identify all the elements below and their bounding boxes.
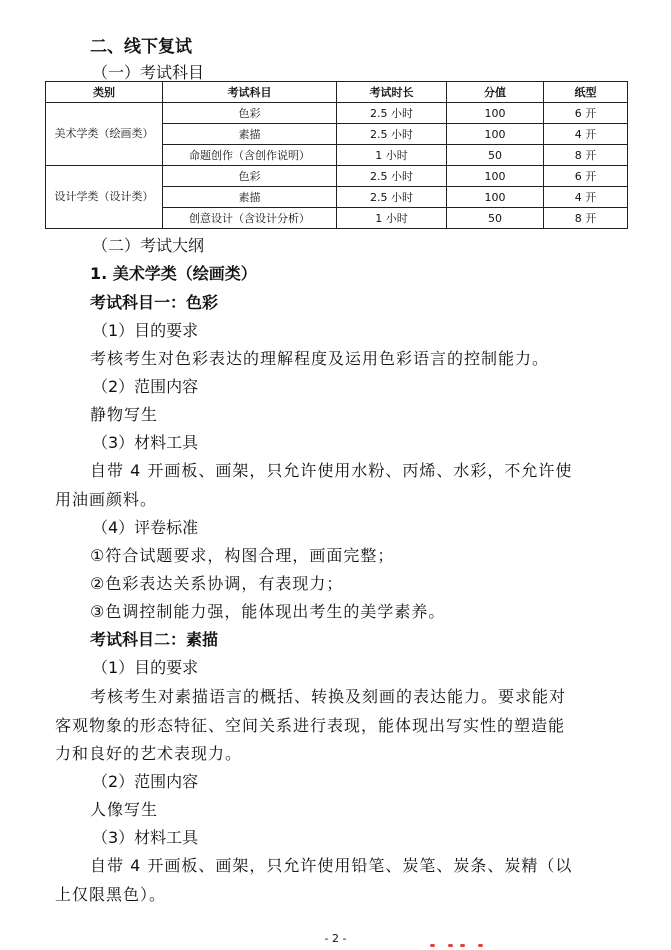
subject2-scope-heading: （2）范围内容 — [92, 772, 199, 791]
paper-cell: 4 开 — [544, 124, 628, 145]
subject1-req-text: 考核考生对色彩表达的理解程度及运用色彩语言的控制能力。 — [90, 349, 550, 368]
outline-heading: （二）考试大纲 — [92, 236, 205, 255]
subject-cell: 色彩 — [163, 166, 337, 187]
subject2-tools-line1: 自带 4 开画板、画架，只允许使用铅笔、炭笔、炭条、炭精（以 — [90, 856, 573, 875]
header-category: 类别 — [46, 82, 163, 103]
subject2-scope-text: 人像写生 — [90, 800, 159, 819]
exam-subjects-table — [45, 81, 628, 229]
table-header-row — [46, 82, 628, 103]
score-cell: 100 — [447, 103, 544, 124]
subject-cell: 色彩 — [163, 103, 337, 124]
subject1-title: 考试科目一：色彩 — [90, 293, 219, 312]
paper-cell: 6 开 — [544, 103, 628, 124]
subject2-req-line1: 考核考生对素描语言的概括、转换及刻画的表达能力。要求能对 — [90, 687, 567, 706]
subject2-req-line3: 力和良好的艺术表现力。 — [55, 744, 243, 763]
section-title: 二、线下复试 — [90, 37, 192, 57]
subject1-criteria-heading: （4）评卷标准 — [92, 518, 199, 537]
paper-cell: 4 开 — [544, 187, 628, 208]
subject1-tools-line2: 用油画颜料。 — [55, 490, 158, 509]
subject1-tools-heading: （3）材料工具 — [92, 433, 199, 452]
duration-cell: 2.5 小时 — [337, 187, 447, 208]
subjects-heading: （一）考试科目 — [92, 63, 205, 82]
duration-cell: 1 小时 — [337, 145, 447, 166]
criteria-item: ②色彩表达关系协调，有表现力； — [90, 574, 344, 593]
paper-cell: 8 开 — [544, 145, 628, 166]
subject1-scope-heading: （2）范围内容 — [92, 377, 199, 396]
subject-cell: 素描 — [163, 187, 337, 208]
score-cell: 50 — [447, 208, 544, 229]
score-cell: 100 — [447, 166, 544, 187]
duration-cell: 2.5 小时 — [337, 103, 447, 124]
paper-cell: 6 开 — [544, 166, 628, 187]
subject2-tools-line2: 上仅限黑色）。 — [55, 885, 167, 904]
category-cell: 设计学类（设计类） — [46, 166, 163, 229]
subject2-req-line2: 客观物象的形态特征、空间关系进行表现，能体现出写实性的塑造能 — [55, 716, 566, 735]
fine-arts-heading: 1. 美术学类（绘画类） — [90, 264, 257, 283]
duration-cell: 2.5 小时 — [337, 166, 447, 187]
header-subject: 考试科目 — [163, 82, 337, 103]
criteria-item: ①符合试题要求，构图合理，画面完整； — [90, 546, 395, 565]
page-number: - 2 - — [324, 932, 347, 945]
score-cell: 100 — [447, 124, 544, 145]
subject-cell: 创意设计（含设计分析） — [163, 208, 337, 229]
subject1-tools-line1: 自带 4 开画板、画架，只允许使用水粉、丙烯、水彩，不允许使 — [90, 461, 573, 480]
subject2-tools-heading: （3）材料工具 — [92, 828, 199, 847]
category-cell: 美术学类（绘画类） — [46, 103, 163, 166]
score-cell: 100 — [447, 187, 544, 208]
duration-cell: 1 小时 — [337, 208, 447, 229]
red-stamp-edge — [430, 944, 490, 948]
header-score: 分值 — [447, 82, 544, 103]
paper-cell: 8 开 — [544, 208, 628, 229]
header-paper: 纸型 — [544, 82, 628, 103]
subject2-title: 考试科目二：素描 — [90, 630, 219, 649]
header-duration: 考试时长 — [337, 82, 447, 103]
table-row — [46, 166, 628, 187]
table-row — [46, 103, 628, 124]
subject2-req-heading: （1）目的要求 — [92, 658, 199, 677]
subject-cell: 命题创作（含创作说明） — [163, 145, 337, 166]
subject1-scope-text: 静物写生 — [90, 405, 159, 424]
criteria-item: ③色调控制能力强，能体现出考生的美学素养。 — [90, 602, 446, 621]
subject-cell: 素描 — [163, 124, 337, 145]
score-cell: 50 — [447, 145, 544, 166]
subject1-req-heading: （1）目的要求 — [92, 321, 199, 340]
duration-cell: 2.5 小时 — [337, 124, 447, 145]
